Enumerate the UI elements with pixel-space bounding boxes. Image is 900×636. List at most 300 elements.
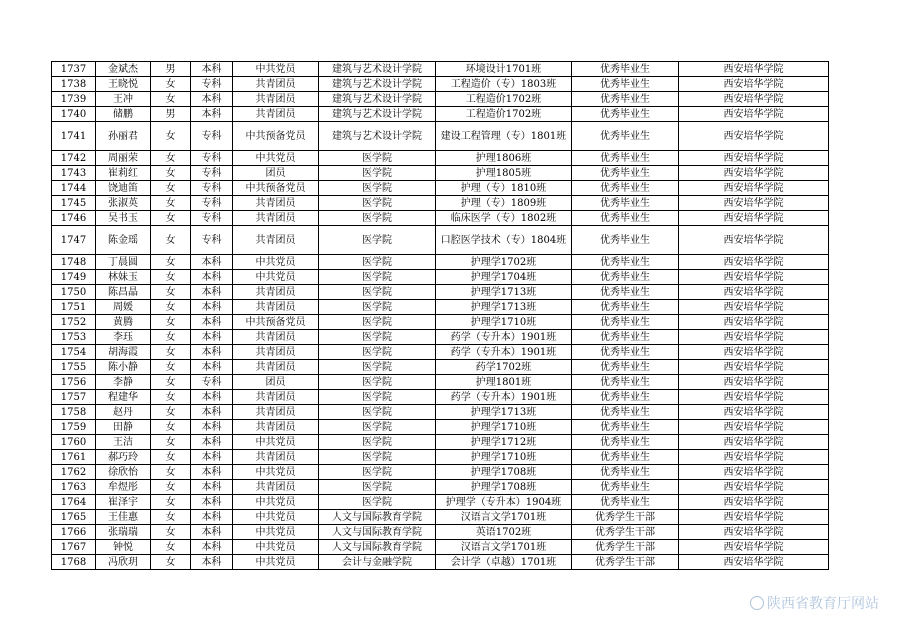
award-cell: 优秀学生干部 [572, 555, 679, 570]
award-cell: 优秀学生干部 [572, 510, 679, 525]
political-status-cell: 共青团员 [233, 92, 319, 107]
class-cell: 护理学1708班 [436, 480, 572, 495]
college-cell: 医学院 [319, 211, 436, 226]
row-number-cell: 1768 [52, 555, 96, 570]
row-number-cell: 1754 [52, 345, 96, 360]
class-cell: 药学（专升本）1901班 [436, 390, 572, 405]
award-cell: 优秀毕业生 [572, 77, 679, 92]
college-cell: 医学院 [319, 345, 436, 360]
table-row [52, 465, 829, 480]
row-number-cell: 1763 [52, 480, 96, 495]
row-number-cell: 1761 [52, 450, 96, 465]
class-cell: 护理（专）1810班 [436, 181, 572, 196]
political-status-cell: 共青团员 [233, 360, 319, 375]
education-level-cell: 本科 [191, 405, 233, 420]
education-level-cell: 本科 [191, 465, 233, 480]
award-cell: 优秀毕业生 [572, 420, 679, 435]
political-status-cell: 中共党员 [233, 465, 319, 480]
class-cell: 口腔医学技术（专）1804班 [436, 226, 572, 255]
table-row [52, 151, 829, 166]
award-cell: 优秀毕业生 [572, 480, 679, 495]
student-name-cell: 黄腾 [96, 315, 151, 330]
class-cell: 英语1702班 [436, 525, 572, 540]
award-cell: 优秀毕业生 [572, 270, 679, 285]
award-cell: 优秀毕业生 [572, 375, 679, 390]
row-number-cell: 1737 [52, 62, 96, 77]
student-name-cell: 周丽荣 [96, 151, 151, 166]
education-level-cell: 专科 [191, 122, 233, 151]
political-status-cell: 团员 [233, 166, 319, 181]
school-cell: 西安培华学院 [679, 540, 829, 555]
student-name-cell: 徐欣怡 [96, 465, 151, 480]
table-row [52, 92, 829, 107]
class-cell: 工程造价（专）1803班 [436, 77, 572, 92]
class-cell: 护理学1713班 [436, 300, 572, 315]
college-cell: 医学院 [319, 270, 436, 285]
award-cell: 优秀学生干部 [572, 540, 679, 555]
award-cell: 优秀毕业生 [572, 435, 679, 450]
college-cell: 医学院 [319, 465, 436, 480]
political-status-cell: 共青团员 [233, 330, 319, 345]
award-cell: 优秀毕业生 [572, 345, 679, 360]
row-number-cell: 1742 [52, 151, 96, 166]
table-row [52, 405, 829, 420]
school-cell: 西安培华学院 [679, 285, 829, 300]
school-cell: 西安培华学院 [679, 450, 829, 465]
table-row [52, 375, 829, 390]
education-level-cell: 本科 [191, 540, 233, 555]
class-cell: 环境设计1701班 [436, 62, 572, 77]
award-cell: 优秀毕业生 [572, 226, 679, 255]
class-cell: 护理学（专升本）1904班 [436, 495, 572, 510]
school-cell: 西安培华学院 [679, 181, 829, 196]
row-number-cell: 1752 [52, 315, 96, 330]
college-cell: 医学院 [319, 255, 436, 270]
class-cell: 护理1806班 [436, 151, 572, 166]
row-number-cell: 1753 [52, 330, 96, 345]
college-cell: 医学院 [319, 300, 436, 315]
gender-cell: 女 [151, 405, 191, 420]
gender-cell: 女 [151, 122, 191, 151]
table-row [52, 285, 829, 300]
political-status-cell: 中共党员 [233, 555, 319, 570]
education-level-cell: 本科 [191, 107, 233, 122]
class-cell: 工程造价1702班 [436, 107, 572, 122]
student-name-cell: 李珏 [96, 330, 151, 345]
college-cell: 人文与国际教育学院 [319, 540, 436, 555]
school-cell: 西安培华学院 [679, 405, 829, 420]
row-number-cell: 1745 [52, 196, 96, 211]
class-cell: 药学（专升本）1901班 [436, 330, 572, 345]
gender-cell: 女 [151, 77, 191, 92]
college-cell: 建筑与艺术设计学院 [319, 122, 436, 151]
college-cell: 医学院 [319, 375, 436, 390]
table-row [52, 345, 829, 360]
award-cell: 优秀毕业生 [572, 405, 679, 420]
college-cell: 医学院 [319, 420, 436, 435]
row-number-cell: 1750 [52, 285, 96, 300]
student-name-cell: 饶迪笛 [96, 181, 151, 196]
table-row [52, 525, 829, 540]
political-status-cell: 共青团员 [233, 390, 319, 405]
political-status-cell: 共青团员 [233, 345, 319, 360]
award-cell: 优秀毕业生 [572, 196, 679, 211]
gender-cell: 女 [151, 151, 191, 166]
college-cell: 人文与国际教育学院 [319, 525, 436, 540]
table-row [52, 420, 829, 435]
student-name-cell: 张瑞瑞 [96, 525, 151, 540]
college-cell: 医学院 [319, 166, 436, 181]
class-cell: 工程造价1702班 [436, 92, 572, 107]
political-status-cell: 中共党员 [233, 270, 319, 285]
college-cell: 医学院 [319, 480, 436, 495]
award-cell: 优秀毕业生 [572, 62, 679, 77]
college-cell: 建筑与艺术设计学院 [319, 107, 436, 122]
education-level-cell: 本科 [191, 390, 233, 405]
class-cell: 护理学1702班 [436, 255, 572, 270]
school-cell: 西安培华学院 [679, 480, 829, 495]
school-cell: 西安培华学院 [679, 92, 829, 107]
table-row [52, 211, 829, 226]
table-row [52, 390, 829, 405]
gender-cell: 女 [151, 540, 191, 555]
school-cell: 西安培华学院 [679, 420, 829, 435]
gender-cell: 女 [151, 315, 191, 330]
college-cell: 医学院 [319, 330, 436, 345]
political-status-cell: 中共党员 [233, 62, 319, 77]
class-cell: 护理1805班 [436, 166, 572, 181]
row-number-cell: 1758 [52, 405, 96, 420]
school-cell: 西安培华学院 [679, 211, 829, 226]
class-cell: 护理1801班 [436, 375, 572, 390]
emblem-icon [750, 596, 764, 610]
student-name-cell: 王佳惠 [96, 510, 151, 525]
student-name-cell: 王晓悦 [96, 77, 151, 92]
award-cell: 优秀毕业生 [572, 450, 679, 465]
school-cell: 西安培华学院 [679, 330, 829, 345]
award-cell: 优秀毕业生 [572, 122, 679, 151]
gender-cell: 女 [151, 510, 191, 525]
school-cell: 西安培华学院 [679, 107, 829, 122]
school-cell: 西安培华学院 [679, 555, 829, 570]
row-number-cell: 1759 [52, 420, 96, 435]
award-cell: 优秀毕业生 [572, 166, 679, 181]
political-status-cell: 中共党员 [233, 151, 319, 166]
school-cell: 西安培华学院 [679, 300, 829, 315]
school-cell: 西安培华学院 [679, 62, 829, 77]
education-level-cell: 本科 [191, 450, 233, 465]
class-cell: 药学（专升本）1901班 [436, 345, 572, 360]
table-row [52, 226, 829, 255]
watermark-text: 陕西省教育厅网站 [767, 596, 879, 612]
political-status-cell: 共青团员 [233, 480, 319, 495]
school-cell: 西安培华学院 [679, 465, 829, 480]
political-status-cell: 团员 [233, 375, 319, 390]
class-cell: 汉语言文学1701班 [436, 540, 572, 555]
gender-cell: 女 [151, 360, 191, 375]
student-name-cell: 胡海霞 [96, 345, 151, 360]
table-row [52, 196, 829, 211]
school-cell: 西安培华学院 [679, 151, 829, 166]
award-cell: 优秀毕业生 [572, 92, 679, 107]
gender-cell: 女 [151, 285, 191, 300]
class-cell: 护理学1712班 [436, 435, 572, 450]
class-cell: 护理学1710班 [436, 420, 572, 435]
row-number-cell: 1743 [52, 166, 96, 181]
education-level-cell: 专科 [191, 196, 233, 211]
college-cell: 建筑与艺术设计学院 [319, 92, 436, 107]
student-name-cell: 程建华 [96, 390, 151, 405]
row-number-cell: 1739 [52, 92, 96, 107]
education-level-cell: 本科 [191, 420, 233, 435]
site-watermark [750, 593, 879, 613]
student-name-cell: 王洁 [96, 435, 151, 450]
student-name-cell: 崔莉红 [96, 166, 151, 181]
table-row [52, 122, 829, 151]
college-cell: 会计与金融学院 [319, 555, 436, 570]
education-level-cell: 专科 [191, 211, 233, 226]
gender-cell: 女 [151, 255, 191, 270]
award-cell: 优秀毕业生 [572, 330, 679, 345]
education-level-cell: 本科 [191, 330, 233, 345]
student-name-cell: 钟悦 [96, 540, 151, 555]
political-status-cell: 中共预备党员 [233, 181, 319, 196]
college-cell: 医学院 [319, 360, 436, 375]
gender-cell: 女 [151, 420, 191, 435]
row-number-cell: 1764 [52, 495, 96, 510]
gender-cell: 女 [151, 166, 191, 181]
school-cell: 西安培华学院 [679, 510, 829, 525]
table-row [52, 270, 829, 285]
class-cell: 药学1702班 [436, 360, 572, 375]
table-row [52, 495, 829, 510]
school-cell: 西安培华学院 [679, 375, 829, 390]
table-row [52, 62, 829, 77]
table-row [52, 166, 829, 181]
political-status-cell: 共青团员 [233, 450, 319, 465]
row-number-cell: 1741 [52, 122, 96, 151]
row-number-cell: 1748 [52, 255, 96, 270]
political-status-cell: 共青团员 [233, 107, 319, 122]
class-cell: 汉语言文学1701班 [436, 510, 572, 525]
row-number-cell: 1760 [52, 435, 96, 450]
political-status-cell: 共青团员 [233, 285, 319, 300]
education-level-cell: 本科 [191, 255, 233, 270]
row-number-cell: 1767 [52, 540, 96, 555]
gender-cell: 女 [151, 345, 191, 360]
student-name-cell: 储鹏 [96, 107, 151, 122]
political-status-cell: 中共党员 [233, 540, 319, 555]
school-cell: 西安培华学院 [679, 495, 829, 510]
political-status-cell: 共青团员 [233, 420, 319, 435]
gender-cell: 女 [151, 330, 191, 345]
row-number-cell: 1746 [52, 211, 96, 226]
college-cell: 建筑与艺术设计学院 [319, 77, 436, 92]
class-cell: 护理学1708班 [436, 465, 572, 480]
education-level-cell: 本科 [191, 555, 233, 570]
class-cell: 护理学1704班 [436, 270, 572, 285]
gender-cell: 女 [151, 270, 191, 285]
award-cell: 优秀毕业生 [572, 151, 679, 166]
education-level-cell: 专科 [191, 226, 233, 255]
award-cell: 优秀毕业生 [572, 255, 679, 270]
student-name-cell: 王冲 [96, 92, 151, 107]
award-cell: 优秀毕业生 [572, 181, 679, 196]
education-level-cell: 本科 [191, 270, 233, 285]
political-status-cell: 共青团员 [233, 226, 319, 255]
row-number-cell: 1755 [52, 360, 96, 375]
student-name-cell: 田静 [96, 420, 151, 435]
row-number-cell: 1765 [52, 510, 96, 525]
education-level-cell: 本科 [191, 495, 233, 510]
college-cell: 医学院 [319, 285, 436, 300]
table-row [52, 300, 829, 315]
class-cell: 护理学1713班 [436, 285, 572, 300]
row-number-cell: 1749 [52, 270, 96, 285]
award-cell: 优秀毕业生 [572, 315, 679, 330]
gender-cell: 女 [151, 525, 191, 540]
school-cell: 西安培华学院 [679, 77, 829, 92]
college-cell: 医学院 [319, 315, 436, 330]
table-row [52, 540, 829, 555]
student-name-cell: 陈小静 [96, 360, 151, 375]
school-cell: 西安培华学院 [679, 315, 829, 330]
student-name-cell: 孙丽君 [96, 122, 151, 151]
college-cell: 医学院 [319, 405, 436, 420]
table-row [52, 107, 829, 122]
education-level-cell: 本科 [191, 510, 233, 525]
award-cell: 优秀毕业生 [572, 465, 679, 480]
school-cell: 西安培华学院 [679, 435, 829, 450]
award-cell: 优秀毕业生 [572, 390, 679, 405]
education-level-cell: 本科 [191, 300, 233, 315]
class-cell: 护理学1713班 [436, 405, 572, 420]
education-level-cell: 本科 [191, 345, 233, 360]
political-status-cell: 共青团员 [233, 211, 319, 226]
gender-cell: 女 [151, 211, 191, 226]
student-name-cell: 郝巧玲 [96, 450, 151, 465]
student-name-cell: 陈金瑶 [96, 226, 151, 255]
table-row [52, 360, 829, 375]
political-status-cell: 中共党员 [233, 255, 319, 270]
gender-cell: 女 [151, 390, 191, 405]
education-level-cell: 专科 [191, 77, 233, 92]
class-cell: 护理（专）1809班 [436, 196, 572, 211]
class-cell: 护理学1710班 [436, 450, 572, 465]
table-row [52, 315, 829, 330]
table-row [52, 480, 829, 495]
political-status-cell: 中共党员 [233, 525, 319, 540]
school-cell: 西安培华学院 [679, 122, 829, 151]
class-cell: 会计学（卓越）1701班 [436, 555, 572, 570]
row-number-cell: 1757 [52, 390, 96, 405]
political-status-cell: 共青团员 [233, 196, 319, 211]
education-level-cell: 专科 [191, 166, 233, 181]
table-row [52, 77, 829, 92]
student-name-cell: 陈昌晶 [96, 285, 151, 300]
political-status-cell: 中共党员 [233, 435, 319, 450]
student-name-cell: 吴书玉 [96, 211, 151, 226]
school-cell: 西安培华学院 [679, 196, 829, 211]
table-row [52, 510, 829, 525]
gender-cell: 女 [151, 435, 191, 450]
college-cell: 医学院 [319, 226, 436, 255]
education-level-cell: 本科 [191, 92, 233, 107]
college-cell: 医学院 [319, 181, 436, 196]
gender-cell: 女 [151, 450, 191, 465]
gender-cell: 女 [151, 480, 191, 495]
gender-cell: 女 [151, 300, 191, 315]
political-status-cell: 共青团员 [233, 77, 319, 92]
table-body [52, 62, 829, 570]
table-row [52, 330, 829, 345]
table-row [52, 555, 829, 570]
student-name-cell: 冯欣玥 [96, 555, 151, 570]
college-cell: 医学院 [319, 390, 436, 405]
row-number-cell: 1762 [52, 465, 96, 480]
award-cell: 优秀毕业生 [572, 495, 679, 510]
education-level-cell: 本科 [191, 62, 233, 77]
college-cell: 医学院 [319, 151, 436, 166]
school-cell: 西安培华学院 [679, 255, 829, 270]
college-cell: 建筑与艺术设计学院 [319, 62, 436, 77]
school-cell: 西安培华学院 [679, 525, 829, 540]
gender-cell: 女 [151, 92, 191, 107]
class-cell: 建设工程管理（专）1801班 [436, 122, 572, 151]
student-name-cell: 金斌杰 [96, 62, 151, 77]
student-name-cell: 张淑英 [96, 196, 151, 211]
row-number-cell: 1738 [52, 77, 96, 92]
college-cell: 人文与国际教育学院 [319, 510, 436, 525]
table-row [52, 255, 829, 270]
political-status-cell: 中共预备党员 [233, 122, 319, 151]
education-level-cell: 专科 [191, 151, 233, 166]
awards-table [51, 61, 829, 570]
gender-cell: 女 [151, 465, 191, 480]
student-name-cell: 周媛 [96, 300, 151, 315]
college-cell: 医学院 [319, 196, 436, 211]
student-name-cell: 牟煜彤 [96, 480, 151, 495]
education-level-cell: 本科 [191, 360, 233, 375]
political-status-cell: 中共预备党员 [233, 315, 319, 330]
education-level-cell: 专科 [191, 375, 233, 390]
political-status-cell: 中共党员 [233, 510, 319, 525]
gender-cell: 女 [151, 495, 191, 510]
education-level-cell: 专科 [191, 181, 233, 196]
student-name-cell: 丁晨圆 [96, 255, 151, 270]
student-name-cell: 林妹玉 [96, 270, 151, 285]
college-cell: 医学院 [319, 450, 436, 465]
award-cell: 优秀毕业生 [572, 107, 679, 122]
student-name-cell: 赵丹 [96, 405, 151, 420]
row-number-cell: 1766 [52, 525, 96, 540]
political-status-cell: 中共党员 [233, 495, 319, 510]
gender-cell: 女 [151, 555, 191, 570]
gender-cell: 男 [151, 62, 191, 77]
school-cell: 西安培华学院 [679, 166, 829, 181]
school-cell: 西安培华学院 [679, 226, 829, 255]
political-status-cell: 共青团员 [233, 405, 319, 420]
award-cell: 优秀毕业生 [572, 285, 679, 300]
school-cell: 西安培华学院 [679, 390, 829, 405]
award-cell: 优秀学生干部 [572, 525, 679, 540]
row-number-cell: 1740 [52, 107, 96, 122]
table-row [52, 435, 829, 450]
row-number-cell: 1756 [52, 375, 96, 390]
award-cell: 优秀毕业生 [572, 300, 679, 315]
gender-cell: 女 [151, 375, 191, 390]
school-cell: 西安培华学院 [679, 360, 829, 375]
